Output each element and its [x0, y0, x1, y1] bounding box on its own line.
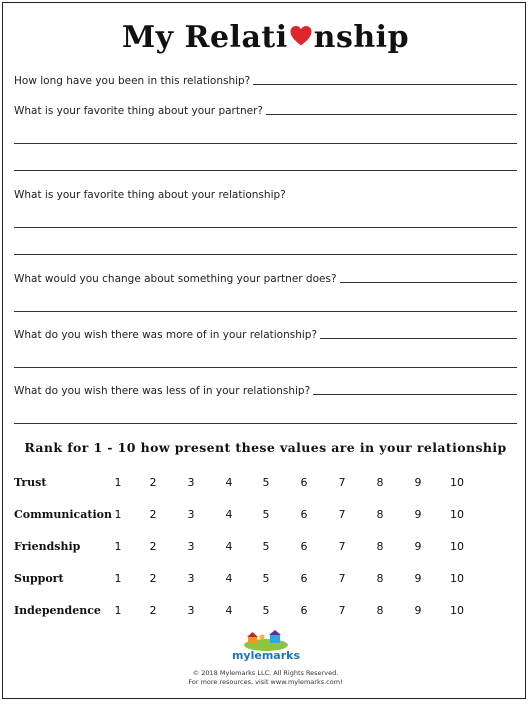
rank-option[interactable]: 1	[114, 476, 122, 489]
rank-option[interactable]: 8	[376, 572, 384, 585]
question-label: How long have you been in this relationship?	[14, 75, 251, 87]
question-wish-more[interactable]	[14, 325, 517, 341]
rank-option[interactable]: 3	[187, 540, 195, 553]
rank-option[interactable]: 1	[114, 540, 122, 553]
rank-option[interactable]: 5	[262, 604, 270, 617]
rank-row-label: Communication	[14, 508, 112, 521]
rank-option[interactable]: 6	[300, 572, 308, 585]
copyright-text: © 2018 Mylemarks LLC. All Rights Reserved.	[192, 669, 339, 677]
question-label: What is your favorite thing about your partner?	[14, 105, 263, 117]
rank-option[interactable]: 2	[149, 572, 157, 585]
question-change-partner[interactable]	[14, 269, 517, 285]
rank-option[interactable]: 10	[450, 508, 464, 521]
title-text-end: nship	[313, 20, 410, 55]
rank-option[interactable]: 1	[114, 508, 122, 521]
rank-option[interactable]: 9	[414, 572, 422, 585]
answer-line[interactable]	[14, 367, 517, 368]
rank-option[interactable]: 10	[450, 604, 464, 617]
rank-option[interactable]: 6	[300, 508, 308, 521]
mylemarks-logo	[0, 628, 531, 668]
rank-option[interactable]: 9	[414, 604, 422, 617]
heart-icon	[289, 21, 313, 45]
rank-option[interactable]: 7	[338, 540, 346, 553]
rank-option[interactable]: 3	[187, 508, 195, 521]
resources-text: For more resources, visit www.mylemarks.com!	[188, 678, 343, 686]
rank-row-label: Trust	[14, 476, 47, 489]
question-favorite-relationship[interactable]	[14, 185, 517, 201]
title-text-start: My Relati	[121, 20, 288, 55]
rank-option[interactable]: 4	[225, 508, 233, 521]
answer-line[interactable]	[14, 143, 517, 144]
rank-option[interactable]: 9	[414, 476, 422, 489]
rank-option[interactable]: 10	[450, 476, 464, 489]
answer-line[interactable]	[340, 282, 517, 283]
rank-option[interactable]: 8	[376, 604, 384, 617]
rank-option[interactable]: 8	[376, 476, 384, 489]
rank-option[interactable]: 6	[300, 476, 308, 489]
rank-row-label: Independence	[14, 604, 101, 617]
rank-option[interactable]: 9	[414, 540, 422, 553]
rank-option[interactable]: 6	[300, 540, 308, 553]
rank-option[interactable]: 4	[225, 540, 233, 553]
rank-section-title: Rank for 1 - 10 how present these values are in your relationship	[24, 440, 507, 455]
logo-text: mylemarks	[231, 649, 300, 662]
answer-line[interactable]	[14, 170, 517, 171]
rank-option[interactable]: 3	[187, 476, 195, 489]
question-wish-less[interactable]	[14, 381, 517, 397]
rank-option[interactable]: 6	[300, 604, 308, 617]
rank-option[interactable]: 4	[225, 604, 233, 617]
rank-option[interactable]: 9	[414, 508, 422, 521]
answer-line[interactable]	[14, 423, 517, 424]
rank-option[interactable]: 3	[187, 572, 195, 585]
rank-option[interactable]: 5	[262, 572, 270, 585]
rank-option[interactable]: 3	[187, 604, 195, 617]
rank-option[interactable]: 10	[450, 540, 464, 553]
answer-line[interactable]	[313, 394, 517, 395]
answer-line[interactable]	[14, 227, 517, 228]
rank-option[interactable]: 5	[262, 508, 270, 521]
rank-option[interactable]: 7	[338, 508, 346, 521]
rank-option[interactable]: 4	[225, 476, 233, 489]
question-favorite-partner[interactable]	[14, 101, 517, 117]
rank-option[interactable]: 2	[149, 604, 157, 617]
page-title	[0, 20, 531, 55]
answer-line[interactable]	[253, 84, 517, 85]
question-label: What is your favorite thing about your relationship?	[14, 189, 286, 201]
answer-line[interactable]	[320, 338, 517, 339]
answer-line[interactable]	[14, 311, 517, 312]
answer-line[interactable]	[266, 114, 517, 115]
rank-row-label: Friendship	[14, 540, 81, 553]
rank-option[interactable]: 7	[338, 572, 346, 585]
rank-option[interactable]: 4	[225, 572, 233, 585]
question-label: What do you wish there was less of in your relationship?	[14, 385, 311, 397]
rank-option[interactable]: 2	[149, 508, 157, 521]
question-label: What would you change about something your partner does?	[14, 273, 337, 285]
rank-option[interactable]: 1	[114, 604, 122, 617]
rank-option[interactable]: 7	[338, 476, 346, 489]
answer-line[interactable]	[14, 254, 517, 255]
rank-option[interactable]: 10	[450, 572, 464, 585]
rank-row-label: Support	[14, 572, 64, 585]
rank-option[interactable]: 5	[262, 540, 270, 553]
question-label: What do you wish there was more of in your relationship?	[14, 329, 318, 341]
rank-option[interactable]: 2	[149, 540, 157, 553]
rank-option[interactable]: 8	[376, 540, 384, 553]
rank-option[interactable]: 5	[262, 476, 270, 489]
rank-option[interactable]: 2	[149, 476, 157, 489]
rank-option[interactable]: 7	[338, 604, 346, 617]
rank-option[interactable]: 8	[376, 508, 384, 521]
rank-option[interactable]: 1	[114, 572, 122, 585]
question-relationship-length[interactable]	[14, 71, 517, 87]
